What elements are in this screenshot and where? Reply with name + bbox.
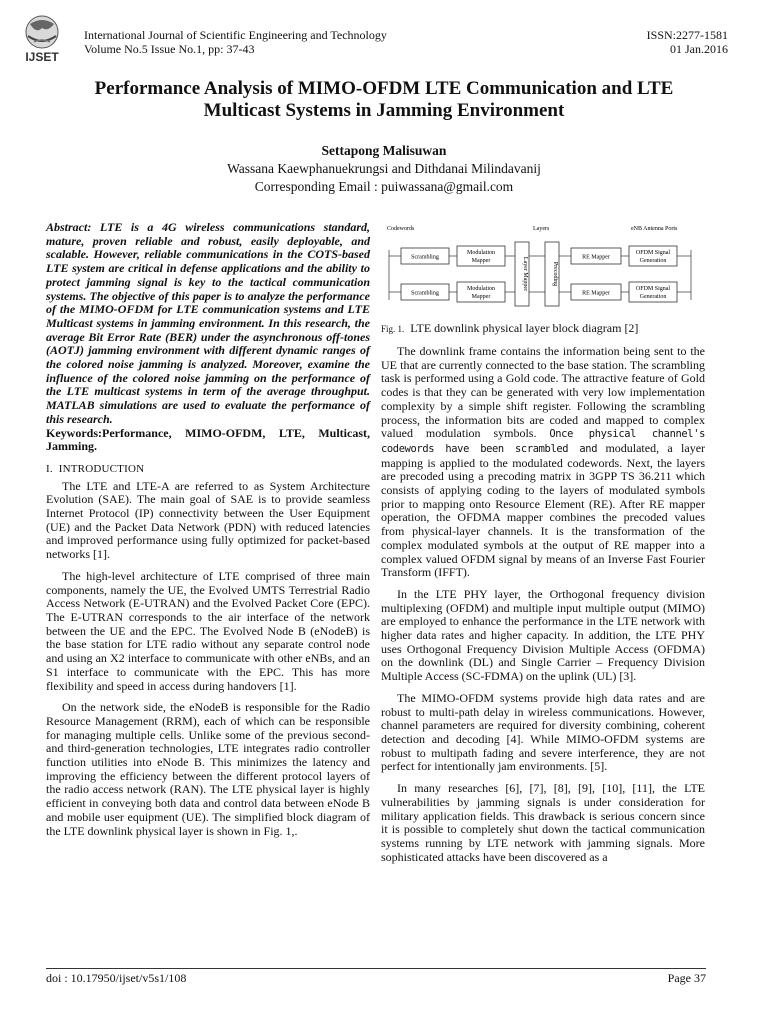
label-antenna-ports: eNB Antenna Ports: [631, 226, 678, 232]
caption-text: LTE downlink physical layer block diagram [2]: [410, 321, 639, 335]
page-header: [0, 0, 768, 70]
block-ofdm-line1: OFDM Signal: [635, 250, 671, 256]
paragraph: The MIMO-OFDM systems provide high data rates and are robust to multi-path delay in wireless communications. However, channel parameters are required for diversity combining, coherent detection and decoding [4]. While MIMO-OFDM systems are robust to multipath fading and severe interference, they are not perfect for intentionally jam environments. [5].: [381, 690, 705, 774]
corresponding-email: Corresponding Email : puiwassana@gmail.com: [254, 179, 514, 194]
label-codewords: Codewords: [387, 226, 415, 232]
abstract: Abstract: LTE is a 4G wireless communications standard, mature, proven reliable and robust, easily deployable, and scalable. However, reliable communications in the COTS-based LTE system are critical in defense applications and the ability to protect jamming signal is key to the tactical communication systems. The objective of this paper is to analyze the performance of the MIMO-OFDM for LTE communication systems and LTE Multicast systems in jamming environment. In this research, the average Bit Error Rate (BER) under the asynchronous off-tones (AOTJ) jamming environment with different dynamic ranges of the colored noise jamming is analyzed. Moreover, examine the influence of the colored noise jamming on the performance of the LTE multicast systems in term of the average throughput. MATLAB simulations are used to evaluate the performance of this research.: [46, 220, 370, 426]
paragraph: On the network side, the eNodeB is responsible for the Radio Resource Management (RRM), each of which can be responsible for managing multiple cells. Unlike some of the previous second- and third-generation technologies, LTE integrates radio controller function utilities into eNode B. This minimizes the latency and improving the efficiency between the different protocol layers of the radio access network (RAN). The LTE physical layer is highly efficient in conveying both data and control data between eNode B and mobile user equipment (UE). The simplified block diagram of the LTE downlink physical layer is shown in Fig. 1,.: [46, 700, 370, 838]
page-footer: [46, 968, 706, 985]
block-ofdm-line2: Generation: [639, 294, 667, 300]
paragraph: In many researches [6], [7], [8], [9], [10], [11], the LTE vulnerabilities by jamming signals is under consideration for military application fields. This drawback is serious concern since it is possible to completely shut down the tactical communication systems running by LTE network with jamming signals. More sophisticated attacks have been discovered as a: [381, 781, 705, 864]
paper-title: [40, 78, 728, 122]
block-modulation-mapper-line2: Mapper: [471, 294, 491, 300]
keywords: Keywords:Performance, MIMO-OFDM, LTE, Multicast, Jamming.: [46, 425, 370, 454]
logo-text: IJSET: [25, 50, 59, 64]
paragraph-part: modulated, a layer mapping is applied to the modulated codewords. Next, the layers are precoded using a precoding matrix in 3GPP TS 36.211 which consists of applying coding to the layers of modulated symbols prior to mapping onto Resource Element (RE). After RE mapper operation, the OFDMA mapper combines the precoded values from physical-layer channels. It is the transformation of the complex modulated symbols at the output of RE mapper into a complex valued OFDM signal by means of an Inverse Fast Fourier Transform (IFFT).: [381, 440, 706, 580]
caption-label: Fig. 1.: [381, 324, 405, 334]
block-re-mapper: RE Mapper: [582, 290, 610, 297]
co-authors: Wassana Kaewphanuekrungsi and Dithdanai Milindavanij: [227, 161, 541, 176]
page-number: Page 37: [667, 971, 706, 985]
title-line-1: Performance Analysis of MIMO-OFDM LTE Communication and LTE: [94, 78, 674, 99]
paragraph: [381, 345, 705, 580]
block-ofdm-line2: Generation: [639, 258, 667, 264]
paragraph: The high-level architecture of LTE comprised of three main components, namely the UE, the Evolved UMTS Terrestrial Radio Access Network (E-UTRAN) and the Evolved Packet Core (EPC). The E-UTRAN corresponds to the air interface of the network between the UE and the EPC. The Evolved Node B (eNodeB) is the base station for LTE radio without any separate control node and using an X2 interface to communicate with other eNBs, and an S1 interface to communicate with the EPC. This has more flexibility and speed in access during handovers [1].: [46, 568, 370, 693]
block-ofdm-line1: OFDM Signal: [635, 286, 671, 292]
block-precoding: Precoding: [552, 261, 558, 287]
label-layers: Layers: [533, 226, 550, 232]
journal-info: [84, 28, 387, 56]
paragraph: In the LTE PHY layer, the Orthogonal frequency division multiplexing (OFDM) and multiple input multiple output (MIMO) are employed to enhance the performance in the LTE network with higher data rates and higher capacity. In addition, the LTE PHY uses Orthogonal Frequency Division Multiple Access (OFDMA) on the downlink (DL) and Single Carrier – Frequency Division Multiple Access (SC-FDMA) on the uplink (UL) [3].: [381, 586, 705, 684]
issn-number: ISSN:2277-1581: [646, 28, 728, 42]
section-title: INTRODUCTION: [58, 462, 145, 475]
figure-1-block-diagram: [381, 222, 711, 322]
block-modulation-mapper-line1: Modulation: [467, 286, 495, 292]
block-scrambling: Scrambling: [411, 290, 439, 297]
monospace-line: Once physical channel's codewords have been scrambled and: [381, 428, 706, 455]
journal-name: International Journal of Scientific Engineering and Technology: [84, 28, 387, 42]
block-re-mapper: RE Mapper: [582, 254, 610, 261]
figure-1-caption: [381, 321, 711, 336]
issue-date: 01 Jan.2016: [670, 42, 728, 56]
section-number: I.: [46, 462, 53, 475]
block-modulation-mapper-line2: Mapper: [471, 258, 491, 264]
right-column: [381, 345, 705, 864]
footer-rule: [46, 968, 706, 969]
journal-logo: [12, 12, 72, 64]
journal-volume: Volume No.5 Issue No.1, pp: 37-43: [84, 42, 255, 56]
block-layer-mapper: Layer Mapper: [522, 256, 528, 292]
left-column: [46, 221, 370, 838]
main-author: Settapong Malisuwan: [321, 143, 447, 158]
block-modulation-mapper-line1: Modulation: [467, 250, 495, 256]
section-heading-introduction: [46, 463, 370, 477]
paragraph: The LTE and LTE-A are referred to as System Architecture Evolution (SAE). The main goal of SAE is to provide seamless Internet Protocol (IP) connectivity between the User Equipment (UE) and the Packet Data Network (PDN) with reduced latencies and improved performance using fully optimized for packet-based networks [1].: [46, 478, 370, 562]
doi: doi : 10.17950/ijset/v5s1/108: [46, 971, 187, 985]
paragraph-part: The downlink frame contains the information being sent to the UE that are currently connected to the base station. The scrambling task is performed using a Gold code. The attractive feature of Gold codes is that they can be generated with very low implementation complexity by a simple shift register. Following the scrambling process, the information bits are coded and mapped to complex valued modulation symbols.: [381, 344, 705, 441]
author-block: [40, 142, 728, 196]
issn-info: [647, 28, 728, 56]
block-scrambling: Scrambling: [411, 254, 439, 261]
title-line-2: Multicast Systems in Jamming Environment: [203, 100, 565, 121]
